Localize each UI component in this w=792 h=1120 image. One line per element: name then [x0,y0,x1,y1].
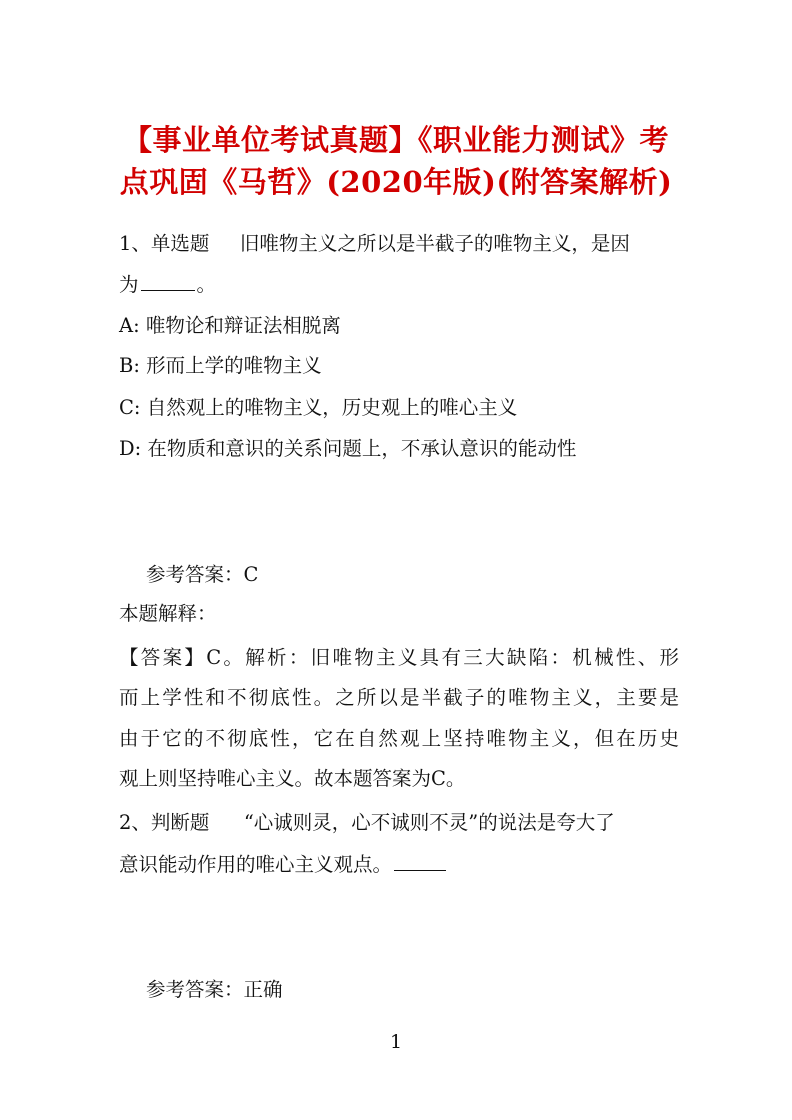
question-1-explanation-label: 本题解释： [119,602,217,625]
question-1-reference-answer: 参考答案：C [146,563,259,586]
question-2-stem-line-2 [119,850,679,880]
question-2-stem-text-2: 意识能动作用的唯心主义观点。 [119,853,393,876]
question-1-explanation-line-1: 【答案】C。解析：旧唯物主义具有三大缺陷：机械性、形 [119,646,679,669]
question-1-option-b: B: 形而上学的唯物主义 [119,354,322,377]
question-1-stem-line-1 [119,229,679,259]
question-2-stem-line-1 [119,808,679,838]
question-1-explanation-line-2: 而上学性和不彻底性。之所以是半截子的唯物主义，主要是 [119,686,679,709]
question-1-number: 1、单选题 [119,232,210,255]
document-title-line-2: 点巩固《马哲》(2020年版)(附答案解析) [119,165,673,199]
document-title-line-1: 【事业单位考试真题】《职业能力测试》考 [122,123,669,157]
question-1-explanation-line-3: 由于它的不彻底性，它在自然观上坚持唯物主义，但在历史 [119,727,679,750]
question-2-number: 2、判断题 [119,811,210,834]
question-2-stem-text: “心诚则灵，心不诚则不灵”的说法是夸大了 [243,811,615,834]
question-1-stem-line-2 [119,270,679,300]
question-1-stem-text: 旧唯物主义之所以是半截子的唯物主义，是因 [239,232,630,255]
question-1-answer-blank [141,270,195,291]
question-2-answer-blank [394,850,446,871]
question-1-stem-suffix: 。 [196,273,217,296]
question-1-option-c: C: 自然观上的唯物主义，历史观上的唯心主义 [119,396,518,419]
question-2-reference-answer: 参考答案：正确 [146,978,283,1001]
question-1-stem-prefix: 为 [119,273,139,296]
page-number: 1 [389,1031,403,1053]
question-1-explanation-line-4: 观上则坚持唯心主义。故本题答案为C。 [119,767,466,790]
question-1-option-d: D: 在物质和意识的关系问题上，不承认意识的能动性 [119,437,577,460]
question-1-option-a: A: 唯物论和辩证法相脱离 [119,314,341,337]
